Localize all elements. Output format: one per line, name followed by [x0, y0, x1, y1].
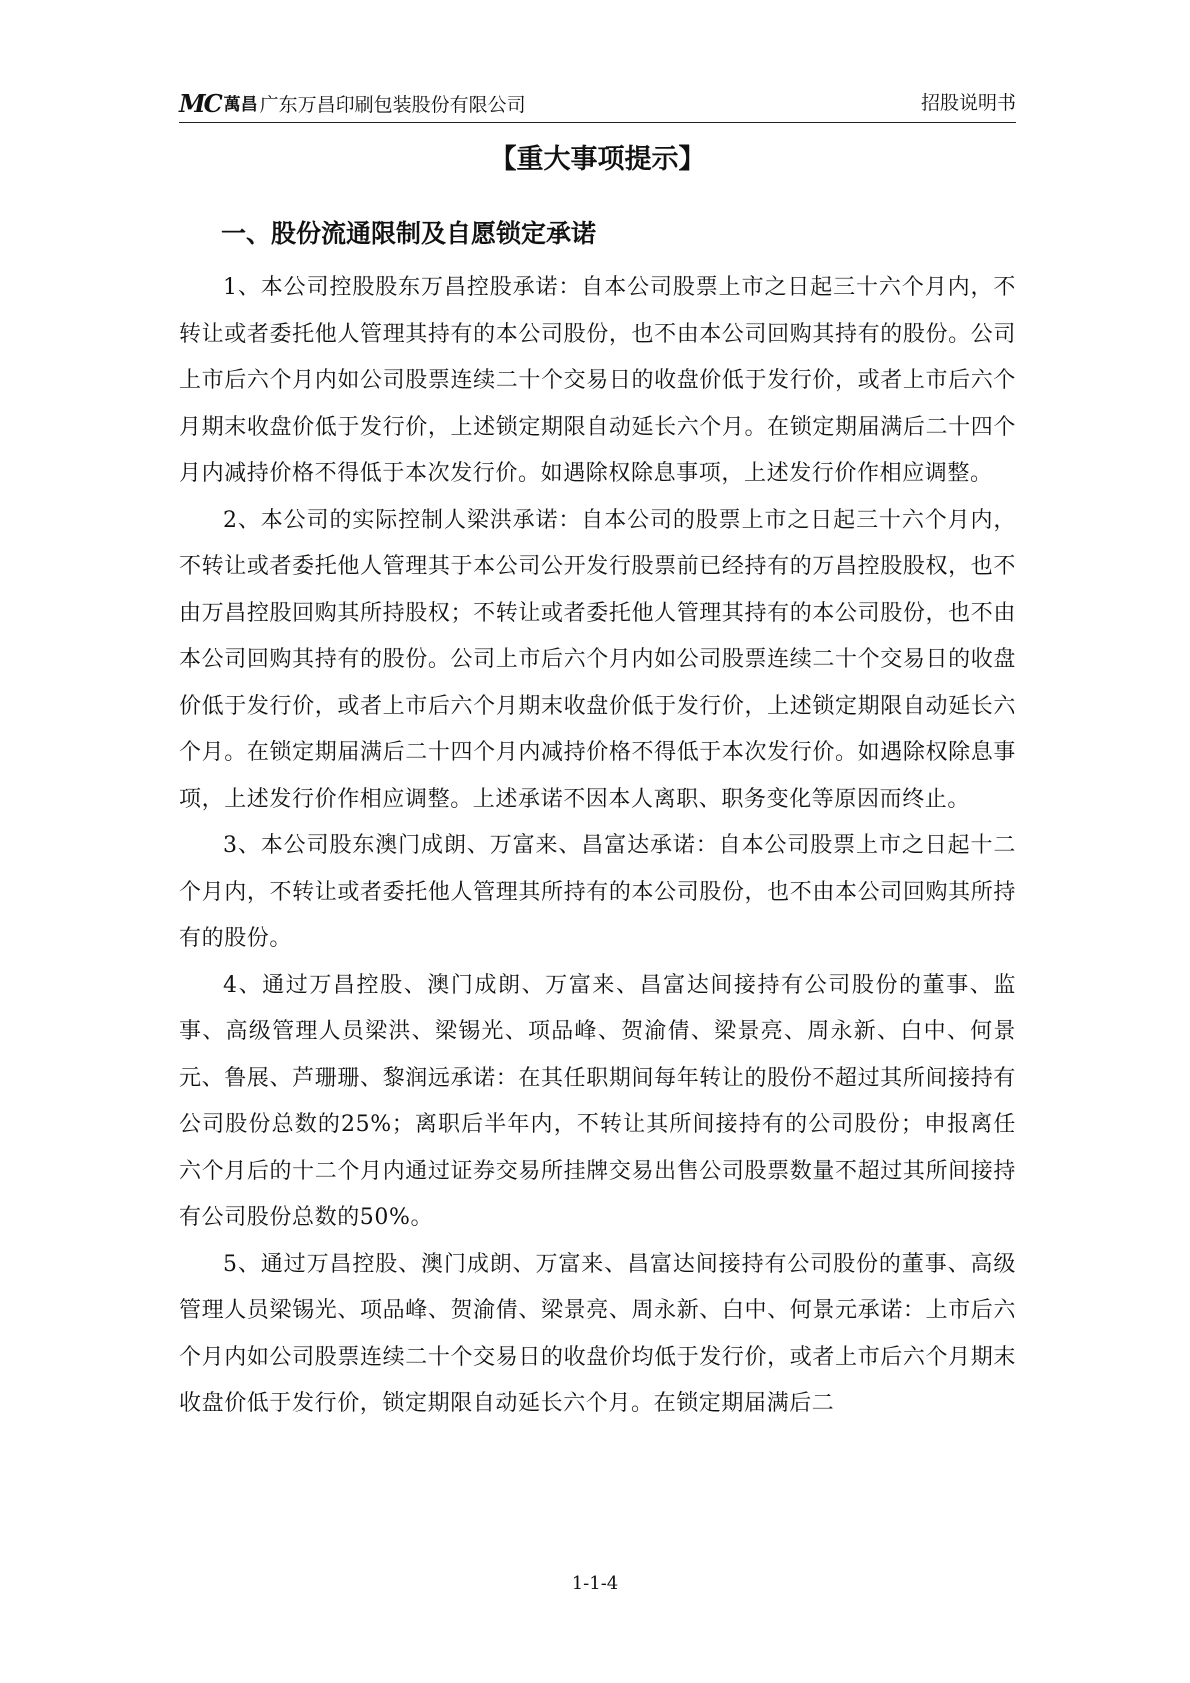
page-header	[179, 86, 1016, 123]
paragraph-3: 3、本公司股东澳门成朗、万富来、昌富达承诺：自本公司股票上市之日起十二个月内，不转让或者委托他人管理其所持有的本公司股份，也不由本公司回购其所持有的股份。	[179, 833, 1016, 951]
paragraph-1: 1、本公司控股股东万昌控股承诺：自本公司股票上市之日起三十六个月内，不转让或者委托他人管理其持有的本公司股份，也不由本公司回购其持有的股份。公司上市后六个月内如公司股票连续二十个交易日的收盘价低于发行价，或者上市后六个月期末收盘价低于发行价，上述锁定期限自动延长六个月。在锁定期届满后二十四个月内减持价格不得低于本次发行价。如遇除权除息事项，上述发行价作相应调整。	[179, 275, 1016, 486]
company-logo	[179, 88, 526, 118]
document-type: 招股说明书	[920, 92, 1016, 114]
paragraph-4: 4、通过万昌控股、澳门成朗、万富来、昌富达间接持有公司股份的董事、监事、高级管理人员梁洪、梁锡光、项品峰、贺渝倩、梁景亮、周永新、白中、何景元、鲁展、芦珊珊、黎润远承诺：在其任职期间每年转让的股份不超过其所间接持有公司股份总数的25%；离职后半年内，不转让其所间接持有的公司股份；申报离任六个月后的十二个月内通过证券交易所挂牌交易出售公司股票数量不超过其所间接持有公司股份总数的50%。	[179, 972, 1016, 1230]
logo-mark: MC	[179, 89, 221, 118]
section-heading: 一、股份流通限制及自愿锁定承诺	[221, 219, 597, 248]
body-text	[179, 265, 1016, 1428]
page-title: 【重大事项提示】	[489, 144, 706, 175]
paragraph-5: 5、通过万昌控股、澳门成朗、万富来、昌富达间接持有公司股份的董事、高级管理人员梁锡光、项品峰、贺渝倩、梁景亮、周永新、白中、何景元承诺：上市后六个月内如公司股票连续二十个交易日的收盘价均低于发行价，或者上市后六个月期末收盘价低于发行价，锁定期限自动延长六个月。在锁定期届满后二	[179, 1251, 1016, 1416]
page-number: 1-1-4	[571, 1573, 619, 1594]
company-name: 广东万昌印刷包装股份有限公司	[259, 94, 526, 116]
paragraph-2: 2、本公司的实际控制人梁洪承诺：自本公司的股票上市之日起三十六个月内，不转让或者委托他人管理其于本公司公开发行股票前已经持有的万昌控股股权，也不由万昌控股回购其所持股权；不转让或者委托他人管理其持有的本公司股份，也不由本公司回购其持有的股份。公司上市后六个月内如公司股票连续二十个交易日的收盘价低于发行价，或者上市后六个月期末收盘价低于发行价，上述锁定期限自动延长六个月。在锁定期届满后二十四个月内减持价格不得低于本次发行价。如遇除权除息事项，上述发行价作相应调整。上述承诺不因本人离职、职务变化等原因而终止。	[179, 507, 1016, 812]
logo-text: 萬昌	[223, 95, 258, 115]
